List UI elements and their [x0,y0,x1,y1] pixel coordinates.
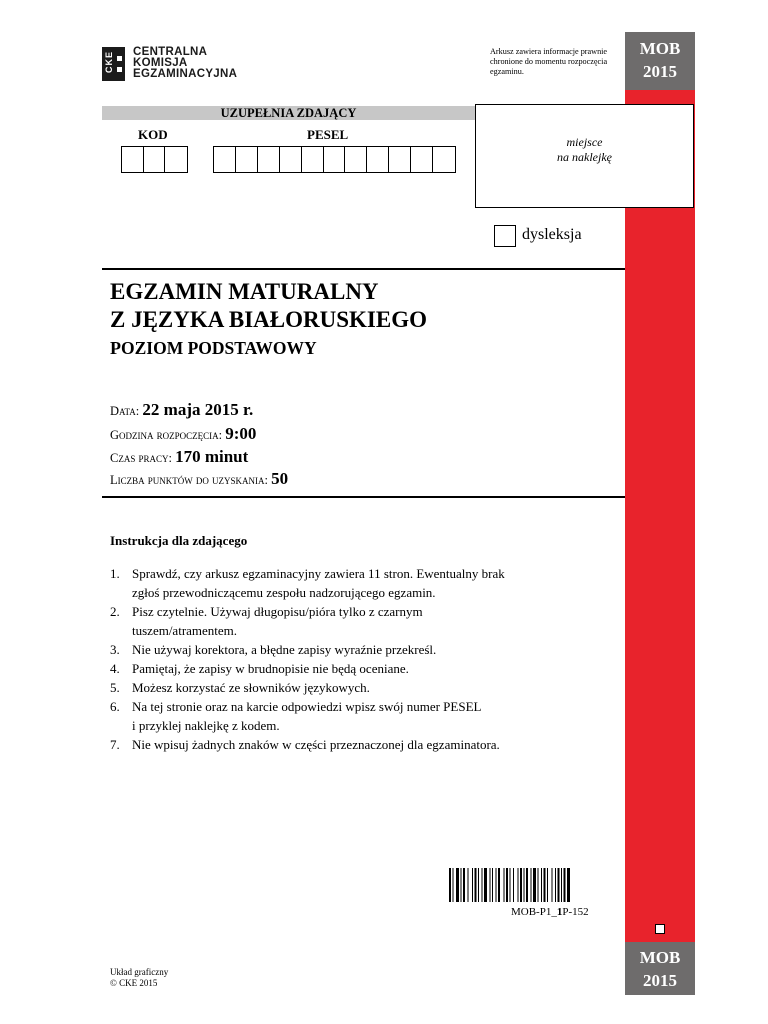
instruction-number: 2. [110,604,120,619]
logo-mark-text: CKE [104,51,114,74]
barcode-prefix: MOB-P1_ [511,906,557,918]
barcode-bold: 1 [556,906,563,918]
barcode-bar [472,868,473,902]
barcode-bar [561,868,562,902]
barcode-bar [544,868,546,902]
detail-date [110,400,253,420]
detail-start-time-label: Godzina rozpoczęcia: [110,428,223,442]
barcode-bar [567,868,570,902]
pesel-field[interactable] [213,146,456,173]
instruction-text [132,697,481,735]
instruction-number: 7. [110,737,120,752]
legal-notice: Arkusz zawiera informacje prawnie chronione do momentu rozpoczęcia egzaminu. [490,47,608,76]
instruction-item [110,659,600,678]
exam-code-top [625,32,695,90]
exam-title-line2: Z JĘZYKA BIAŁORUSKIEGO [110,307,427,332]
detail-points [110,469,288,489]
instruction-text [132,640,436,659]
pesel-cell[interactable] [280,147,302,172]
pesel-cell[interactable] [236,147,258,172]
barcode-bar [558,868,560,902]
barcode-bar [478,868,479,902]
barcode-bar [492,868,493,902]
instruction-line: Pamiętaj, że zapisy w brudnopisie nie będą oceniane. [132,661,409,676]
barcode-bar [496,868,497,902]
instruction-line: i przyklej naklejkę z kodem. [132,718,280,733]
barcode-bar [533,868,536,902]
pesel-cell[interactable] [367,147,389,172]
instruction-item [110,735,600,754]
instruction-number: 5. [110,680,120,695]
kod-field[interactable] [121,146,188,173]
barcode-bar [555,868,556,902]
detail-points-label: Liczba punktów do uzyskania: [110,473,268,487]
pesel-cell[interactable] [345,147,367,172]
barcode-bar [531,868,532,902]
barcode-bar [564,868,566,902]
barcode-bar [538,868,539,902]
barcode-bar [482,868,483,902]
exam-code-bottom-line2: 2015 [643,971,677,990]
barcode-bar [456,868,459,902]
instruction-line: Sprawdź, czy arkusz egzaminacyjny zawiera 11 stron. Ewentualny brak [132,566,505,581]
instruction-line: zgłoś przewodniczącemu zespołu nadzorującego egzamin. [132,585,436,600]
barcode-bar [490,868,491,902]
kod-cell[interactable] [122,147,144,172]
pesel-cell[interactable] [411,147,433,172]
barcode-bar [547,868,548,902]
detail-duration [110,447,248,467]
detail-date-label: Data: [110,404,140,418]
detail-duration-value: 170 minut [175,447,249,466]
instruction-line: Na tej stronie oraz na karcie odpowiedzi wpisz swój numer PESEL [132,699,482,714]
barcode-suffix: P-152 [562,906,589,918]
barcode [449,868,612,902]
barcode-bar [524,868,525,902]
barcode-bar [463,868,465,902]
barcode-bar [475,868,477,902]
barcode-bar [484,868,487,902]
instruction-text [132,564,505,602]
detail-start-time [110,424,256,444]
instruction-item [110,697,600,735]
pesel-cell[interactable] [324,147,346,172]
instruction-number: 1. [110,566,120,581]
pesel-cell[interactable] [433,147,455,172]
pesel-label: PESEL [307,127,349,142]
kod-cell[interactable] [144,147,166,172]
detail-duration-label: Czas pracy: [110,451,172,465]
level-initial: P [110,338,121,358]
instruction-line: tuszem/atramentem. [132,623,238,638]
cke-logo-mark [102,47,125,81]
kod-cell[interactable] [165,147,187,172]
kod-label: KOD [138,127,168,142]
examiner-marker-square [655,924,665,934]
barcode-bar [449,868,451,902]
exam-code-bottom-line1: MOB [639,948,681,967]
instruction-number: 6. [110,699,120,714]
instruction-line: Nie używaj korektora, a błędne zapisy wyraźnie przekreśl. [132,642,437,657]
pesel-cell[interactable] [389,147,411,172]
barcode-bar [526,868,528,902]
instruction-number: 4. [110,661,120,676]
instructions-list [110,564,600,754]
detail-date-value: 22 maja 2015 r. [142,400,254,419]
footer-line-1: Układ graficzny [110,967,169,977]
barcode-bar [453,868,454,902]
logo-line-2: KOMISJA [133,57,188,69]
barcode-bar [468,868,469,902]
dyslexia-label: dysleksja [522,226,582,243]
barcode-bar [552,868,553,902]
divider-top [102,268,625,270]
detail-start-time-value: 9:00 [225,424,257,443]
exam-code-top-line1: MOB [639,39,681,58]
exam-code-top-line2: 2015 [643,62,677,81]
pesel-cell[interactable] [302,147,324,172]
exam-code-bottom [625,942,695,995]
barcode-bar [498,868,500,902]
red-side-bar [625,90,695,942]
sticker-line-2: na naklejkę [557,150,612,164]
exam-level [110,338,317,359]
instruction-item [110,602,600,640]
level-rest: OZIOM PODSTAWOWY [121,338,317,358]
barcode-bar [541,868,542,902]
instruction-item [110,564,600,602]
instruction-line: Pisz czytelnie. Używaj długopisu/pióra tylko z czarnym [132,604,423,619]
footer [110,967,168,989]
candidate-fill-header: UZUPEŁNIA ZDAJĄCY [102,106,475,120]
dyslexia-checkbox[interactable] [494,225,516,247]
instruction-line: Możesz korzystać ze słowników językowych. [132,680,370,695]
divider-bottom [102,496,625,498]
cke-logo-text [133,47,237,80]
sticker-placeholder [475,104,694,208]
barcode-bar [506,868,508,902]
footer-line-2: © CKE 2015 [110,978,158,988]
instruction-item [110,678,600,697]
exam-title-line1: EGZAMIN MATURALNY [110,279,379,304]
sticker-line-1: miejsce [566,135,603,149]
instructions-title: Instrukcja dla zdającego [110,533,248,548]
instruction-line: Nie wpisuj żadnych znaków w części przeznaczonej dla egzaminatora. [132,737,500,752]
logo-line-1: CENTRALNA [133,46,208,58]
barcode-bar [520,868,522,902]
barcode-bar [461,868,462,902]
barcode-bar [513,868,514,902]
instruction-number: 3. [110,642,120,657]
barcode-bar [504,868,505,902]
instruction-text [132,602,423,640]
pesel-cell[interactable] [258,147,280,172]
logo-line-3: EGZAMINACYJNA [133,68,238,80]
instruction-text [132,678,370,697]
barcode-bar [518,868,519,902]
barcode-label [511,906,589,918]
barcode-bar [510,868,511,902]
pesel-cell[interactable] [214,147,236,172]
instruction-text [132,659,409,678]
instruction-text [132,735,500,754]
instruction-item [110,640,600,659]
detail-points-value: 50 [271,469,289,488]
